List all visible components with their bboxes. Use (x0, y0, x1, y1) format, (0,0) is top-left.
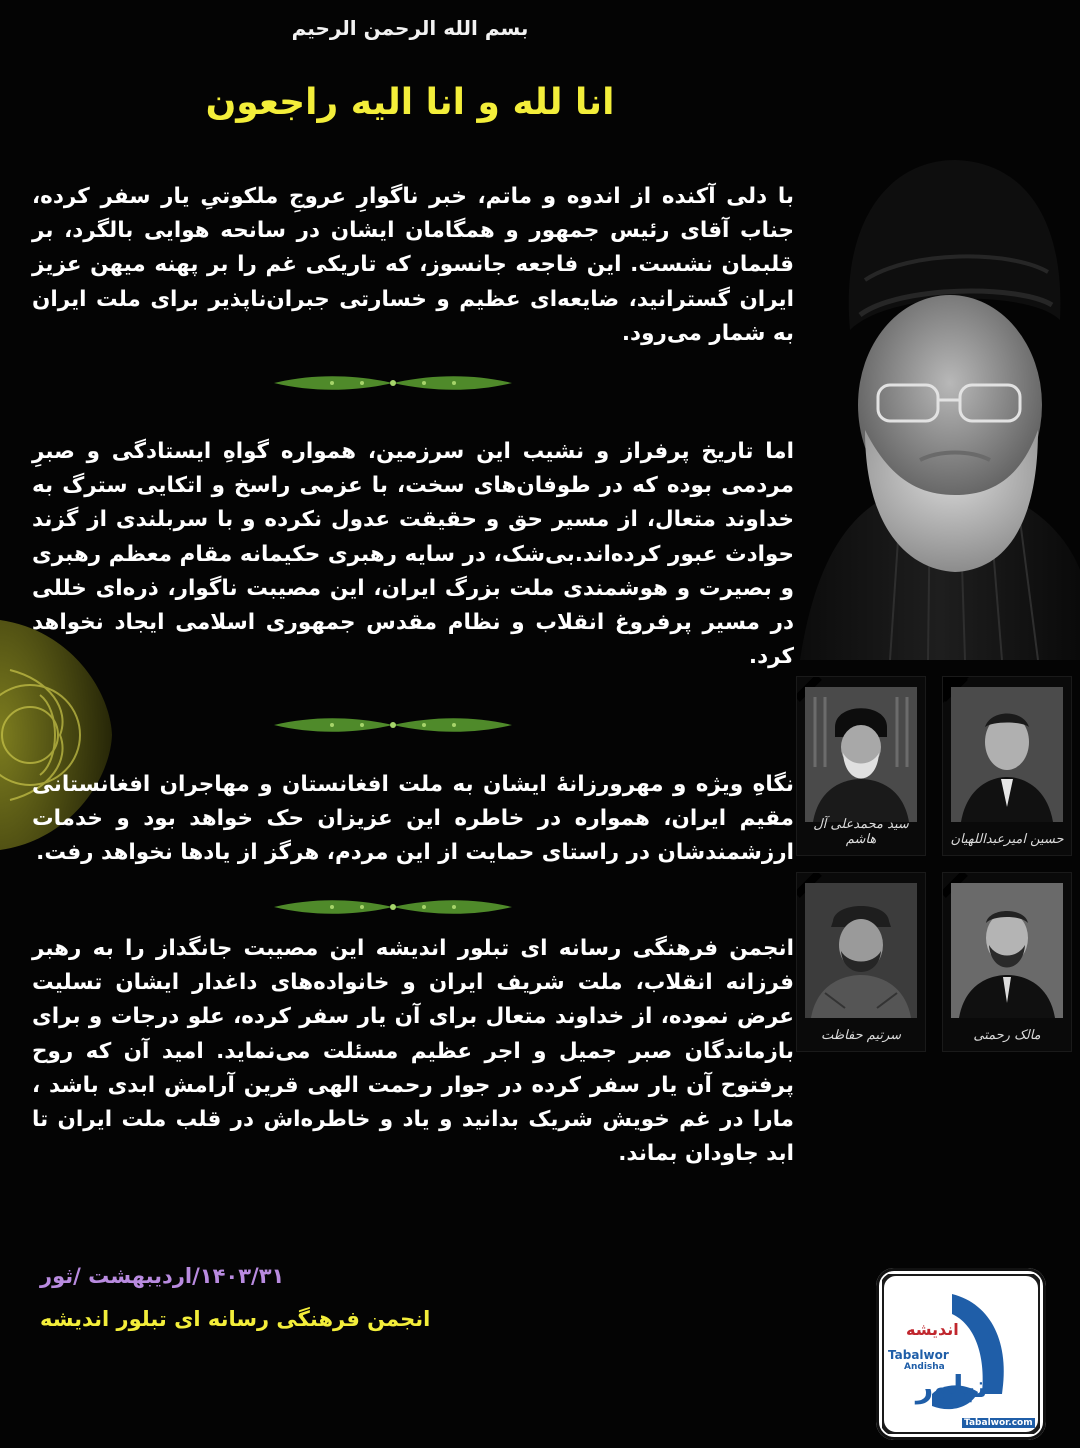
bismillah-heading: بسم الله الرحمن الرحیم (291, 16, 529, 40)
paragraph-3 (32, 768, 794, 871)
photo-card (796, 872, 926, 1052)
logo-text-persian: اندیشه (906, 1320, 959, 1339)
paragraph-text: اما تاریخ پرفراز و نشیب این سرزمین، همواره گواهِ ایستادگی و صبرِ مردمی بوده که در طوفان‌های سخت، با عزمی راسخ و اتکایی سترگ به خداوند متعال، از مسیر حق و حقیقت عدول نکرده و با سربلندی از گزند حوادث عبور کرده‌اند.بی‌شک، در سایه رهبری حکیمانه مقام معظم رهبری و بصیرت و هوشمندی ملت بزرگ ایران، این مصیبت ناگوار، ذره‌ای خللی در مسیر پرفروغ انقلاب و نظام مقدس جمهوری اسلامی ایجاد نخواهد کرد. (32, 439, 794, 670)
person-photo (805, 883, 917, 1018)
paragraph-text: با دلی آکنده از اندوه و ماتم، خبر ناگوارِ عروجِ ملکوتیِ یار سفر کرده، جناب آقای رئیس جمهور و همگامان ایشان در سانحه هوایی بالگرد، بر قلبمان نشست. این فاجعه جانسوز، که تاریکی غم را بر پهنه میهن عزیز ایران گسترانید، ضایعه‌ای عظیم و خسارتی جبران‌ناپذیر برای ملت ایران به شمار می‌رود. (32, 184, 794, 346)
photo-caption: مالک رحمتی (973, 1028, 1041, 1043)
organization-logo (876, 1268, 1046, 1440)
photo-card (942, 872, 1072, 1052)
paragraph-text: نگاهِ ویژه و مهرورزانهٔ ایشان به ملت افغانستان و مهاجران افغانستانی مقیم ایران، همواره در خاطره این عزیزان حک خواهد بود و خدمات ارزشمندشان در راستای حمایت از این مردم، هرگز از یادها نخواهد رفت. (32, 772, 794, 866)
signature-line: انجمن فرهنگی رسانه ای تبلور اندیشه (40, 1307, 431, 1331)
photo-caption: سرتیم حفاظت (820, 1028, 902, 1043)
photo-card (796, 676, 926, 856)
logo-text-latin-sub: Andisha (904, 1362, 945, 1372)
photo-caption: سید محمدعلی آل هاشم (813, 817, 909, 847)
paragraph-2 (32, 435, 794, 674)
divider-ornament (272, 372, 514, 394)
divider-ornament (272, 714, 514, 736)
paragraph-4 (32, 932, 794, 1171)
logo-text-latin: Tabalwor (888, 1348, 949, 1362)
photo-caption: حسین امیرعبداللهیان (950, 832, 1064, 847)
person-photo (951, 687, 1063, 822)
logo-text-big: تبلور (916, 1370, 988, 1405)
person-photo (951, 883, 1063, 1018)
person-photo (805, 687, 917, 822)
date-line: ۱۴۰۳/۳۱/اردیبهشت /ثور (40, 1264, 285, 1288)
paragraph-1 (32, 180, 794, 351)
photo-card (942, 676, 1072, 856)
portrait-photo (780, 100, 1080, 660)
page-title: انا لله و انا الیه راجعون (205, 82, 615, 123)
divider-ornament (272, 896, 514, 918)
logo-url: Tabalwor.com (964, 1418, 1033, 1428)
paragraph-text: انجمن فرهنگی رسانه ای تبلور اندیشه این مصیبت جانگداز را به رهبر فرزانه انقلاب، ملت شریف ایران و خانواده‌های داغدار ایشان تسلیت عرض نموده، از خداوند متعال برای آن یار سفر کرده، علو درجات و برای بازماندگان صبر جمیل و اجر عظیم مسئلت می‌نماید. امید آن که روح پرفتوح آن یار سفر کرده در جوار رحمت الهی قرین آرامش ابدی باشد ، مارا در غم خویش شریک بدانید و یاد و خاطره‌اش در قلب ملت ایران تا ابد جاودان بماند. (32, 936, 794, 1167)
